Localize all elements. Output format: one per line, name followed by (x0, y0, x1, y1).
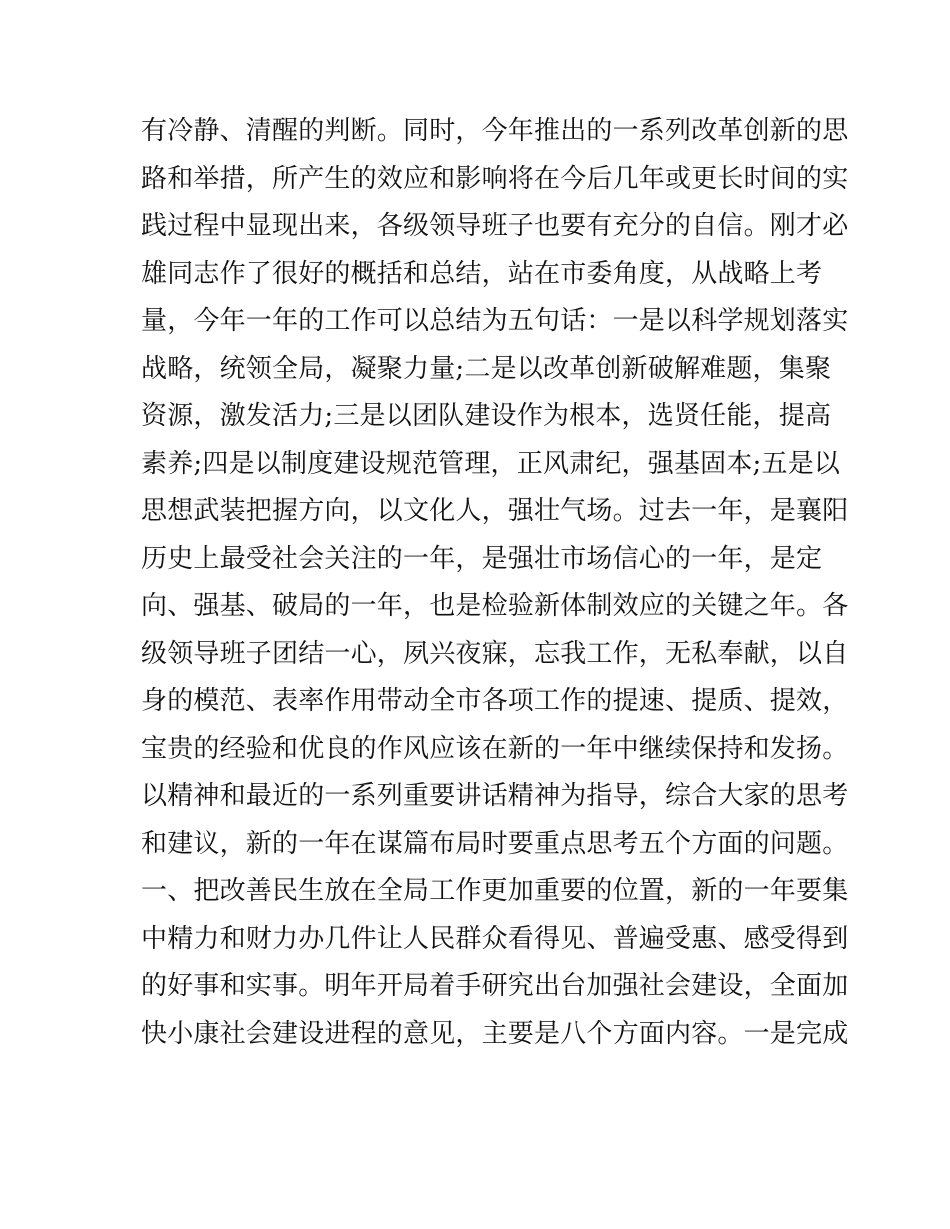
text-line: 宝贵的经验和优良的作风应该在新的一年中继续保持和发扬。 (141, 733, 849, 764)
text-line: 中精力和财力办几件让人民群众看得见、普遍受惠、感受得到 (141, 923, 849, 954)
text-line: 践过程中显现出来，各级领导班子也要有充分的自信。刚才必 (141, 211, 849, 241)
text-line: 历史上最受社会关注的一年，是强壮市场信心的一年，是定 (141, 543, 823, 574)
text-line: 路和举措，所产生的效应和影响将在今后几年或更长时间的实 (141, 163, 849, 194)
text-line: 有冷静、清醒的判断。同时，今年推出的一系列改革创新的思 (141, 116, 849, 146)
text-line: 资源，激发活力;三是以团队建设作为根本，选贤任能，提高 (141, 401, 832, 431)
text-line: 身的模范、表率作用带动全市各项工作的提速、提质、提效， (141, 686, 849, 716)
text-line: 雄同志作了很好的概括和总结，站在市委角度，从战略上考 (141, 258, 823, 289)
text-line: 级领导班子团结一心，夙兴夜寐，忘我工作，无私奉献，以自 (141, 638, 849, 669)
text-line: 思想武装把握方向，以文化人，强壮气场。过去一年，是襄阳 (141, 496, 849, 526)
text-line: 战略，统领全局，凝聚力量;二是以改革创新破解难题，集聚 (141, 353, 832, 384)
text-line: 以精神和最近的一系列重要讲话精神为指导，综合大家的思考 (141, 781, 849, 811)
text-line: 素养;四是以制度建设规范管理，正风肃纪，强基固本;五是以 (141, 448, 841, 479)
text-line: 量，今年一年的工作可以总结为五句话：一是以科学规划落实 (141, 306, 849, 336)
text-line: 向、强基、破局的一年，也是检验新体制效应的关键之年。各 (141, 591, 849, 621)
text-line: 的好事和实事。明年开局着手研究出台加强社会建设，全面加 (141, 971, 849, 1001)
text-line: 快小康社会建设进程的意见，主要是八个方面内容。一是完成 (141, 1018, 849, 1049)
text-line: 一、把改善民生放在全局工作更加重要的位置，新的一年要集 (141, 876, 849, 906)
body-text (141, 108, 849, 1058)
text-line: 和建议，新的一年在谋篇布局时要重点思考五个方面的问题。 (141, 828, 849, 859)
